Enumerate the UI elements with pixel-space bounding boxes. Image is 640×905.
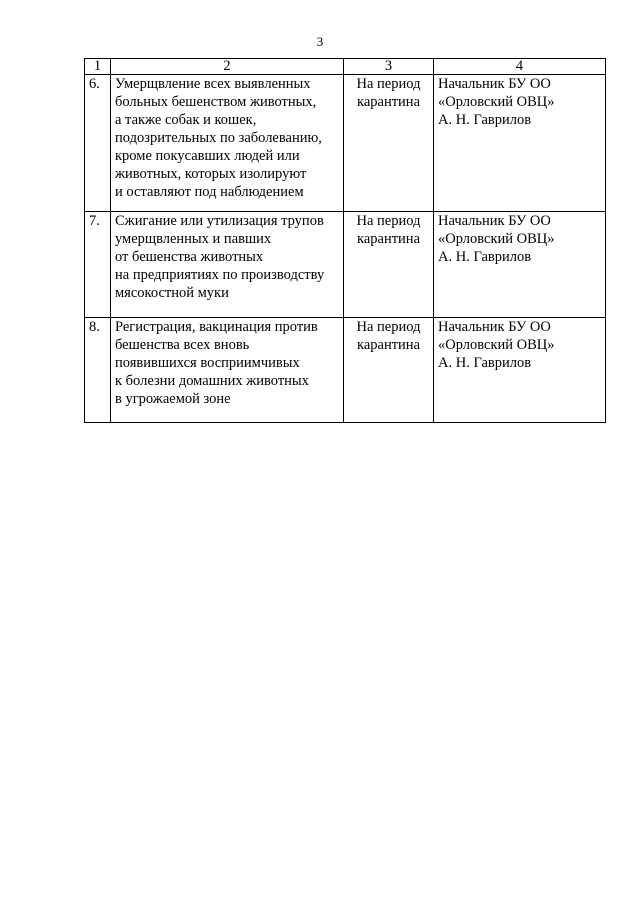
- text-line: подозрительных по заболеванию,: [115, 130, 322, 146]
- responsible-person: [434, 75, 606, 212]
- text-line: мясокостной муки: [115, 285, 229, 301]
- text-line: Начальник БУ ОО: [438, 76, 551, 92]
- row-number: 6.: [85, 75, 111, 212]
- table-row: [85, 75, 606, 212]
- table-row: [85, 318, 606, 423]
- text-line: карантина: [357, 231, 420, 247]
- text-line: А. Н. Гаврилов: [438, 355, 532, 371]
- text-line: а также собак и кошек,: [115, 112, 257, 128]
- text-line: карантина: [357, 337, 420, 353]
- text-line: животных, которых изолируют: [115, 166, 307, 182]
- table-header-row: [85, 59, 606, 75]
- text-line: Умерщвление всех выявленных: [115, 76, 311, 92]
- row-number: 7.: [85, 212, 111, 318]
- text-line: карантина: [357, 94, 420, 110]
- text-line: На период: [356, 213, 421, 229]
- responsible-person: [434, 212, 606, 318]
- text-line: «Орловский ОВЦ»: [438, 231, 555, 247]
- text-line: А. Н. Гаврилов: [438, 112, 532, 128]
- row-number: 8.: [85, 318, 111, 423]
- header-col-4: 4: [434, 59, 606, 75]
- text-line: и оставляют под наблюдением: [115, 184, 304, 200]
- header-col-2: 2: [111, 59, 344, 75]
- measure-term: [344, 75, 434, 212]
- text-line: Начальник БУ ОО: [438, 213, 551, 229]
- responsible-person: [434, 318, 606, 423]
- text-line: Сжигание или утилизация трупов: [115, 213, 324, 229]
- text-line: появившихся восприимчивых: [115, 355, 300, 371]
- text-line: На период: [356, 319, 421, 335]
- page-number: 3: [316, 34, 324, 49]
- table-row: [85, 212, 606, 318]
- text-line: больных бешенством животных,: [115, 94, 317, 110]
- text-line: к болезни домашних животных: [115, 373, 309, 389]
- header-col-1: 1: [85, 59, 111, 75]
- measure-description: [111, 318, 344, 423]
- text-line: Регистрация, вакцинация против: [115, 319, 318, 335]
- text-line: бешенства всех вновь: [115, 337, 250, 353]
- text-line: «Орловский ОВЦ»: [438, 337, 555, 353]
- text-line: умерщвленных и павших: [115, 231, 272, 247]
- header-col-3: 3: [344, 59, 434, 75]
- measure-term: [344, 212, 434, 318]
- text-line: На период: [356, 76, 421, 92]
- text-line: на предприятиях по производству: [115, 267, 325, 283]
- text-line: Начальник БУ ОО: [438, 319, 551, 335]
- measure-term: [344, 318, 434, 423]
- measure-description: [111, 75, 344, 212]
- text-line: в угрожаемой зоне: [115, 391, 231, 407]
- text-line: кроме покусавших людей или: [115, 148, 300, 164]
- text-line: А. Н. Гаврилов: [438, 249, 532, 265]
- measures-table: [84, 58, 606, 423]
- text-line: от бешенства животных: [115, 249, 264, 265]
- text-line: «Орловский ОВЦ»: [438, 94, 555, 110]
- measure-description: [111, 212, 344, 318]
